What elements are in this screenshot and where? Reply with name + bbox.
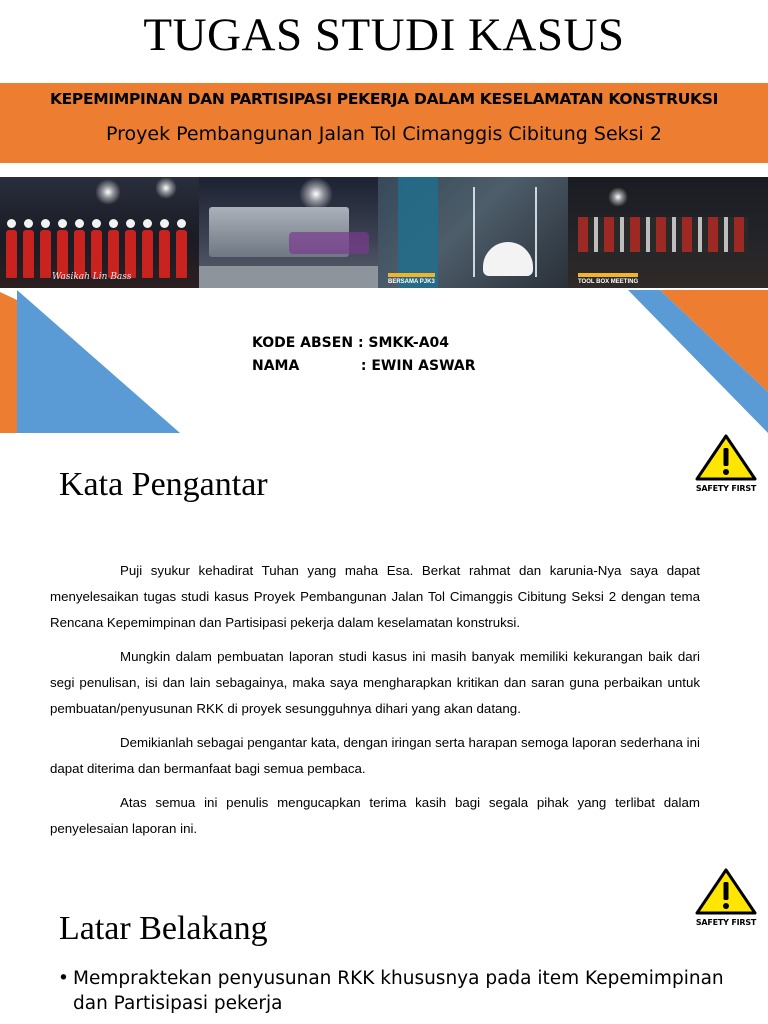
- safety-first-label: SAFETY FIRST: [695, 918, 757, 927]
- safety-first-sign: [695, 433, 757, 493]
- section-title: Kata Pengantar: [59, 466, 268, 503]
- kata-pengantar-slide: [0, 433, 768, 848]
- photo-signature: Wasikah Lin Bass: [52, 272, 132, 282]
- nama-label: NAMA: [252, 358, 300, 374]
- kode-absen-label: KODE ABSEN: [252, 335, 354, 351]
- kode-absen-row: [252, 332, 476, 355]
- photo-caption: TOOL BOX MEETING: [578, 273, 638, 285]
- photo-caption: BERSAMA PJK3: [388, 273, 435, 285]
- kode-absen-value: : SMKK-A04: [357, 335, 450, 351]
- kata-pengantar-body: [50, 558, 700, 850]
- left-orange-triangle: [0, 292, 17, 433]
- project-name: Proyek Pembangunan Jalan Tol Cimanggis Cibitung Seksi 2: [106, 123, 662, 145]
- paragraph: Puji syukur kehadirat Tuhan yang maha Esa. Berkat rahmat dan karunia-Nya saya dapat menyelesaikan tugas studi kasus Proyek Pembangunan Jalan Tol Cimanggis Cibitung Seksi 2 dengan tema Rencana Kepemimpinan dan Partisipasi pekerja dalam keselamatan konstruksi.: [50, 563, 700, 630]
- bullet-marker: •: [58, 968, 69, 989]
- nama-value: : EWIN ASWAR: [360, 358, 476, 374]
- student-info: [252, 332, 476, 378]
- safety-first-sign: [695, 867, 757, 927]
- bullet-text: Mempraktekan penyusunan RKK khususnya pada item Kepemimpinan dan Partisipasi pekerja: [73, 968, 724, 1014]
- nama-row: [252, 355, 476, 378]
- warning-icon: [695, 867, 757, 915]
- section-title: Latar Belakang: [59, 910, 268, 947]
- latar-belakang-slide: [0, 848, 768, 1024]
- cover-subtitle: KEPEMIMPINAN DAN PARTISIPASI PEKERJA DALAM KESELAMATAN KONSTRUKSI: [49, 90, 719, 108]
- paragraph: Atas semua ini penulis mengucapkan terima kasih bagi segala pihak yang terlibat dalam penyelesaian laporan ini.: [50, 795, 700, 836]
- paragraph: Mungkin dalam pembuatan laporan studi kasus ini masih banyak memiliki kekurangan baik dari segi penulisan, isi dan lain sebagainya, maka saya mengharapkan kritikan dan saran guna perbaikan untuk pembuatan/penyusunan RKK di proyek sesungguhnya dihari yang akan datang.: [50, 649, 700, 716]
- warning-icon: [695, 433, 757, 481]
- cover-title: TUGAS STUDI KASUS: [143, 9, 625, 61]
- left-blue-triangle: [17, 290, 180, 433]
- safety-first-label: SAFETY FIRST: [695, 484, 757, 493]
- paragraph: Demikianlah sebagai pengantar kata, dengan iringan serta harapan semoga laporan sederhana ini dapat diterima dan bermanfaat bagi semua pembaca.: [50, 735, 700, 776]
- cover-slide: [0, 0, 768, 433]
- bullet-item: [58, 966, 738, 1016]
